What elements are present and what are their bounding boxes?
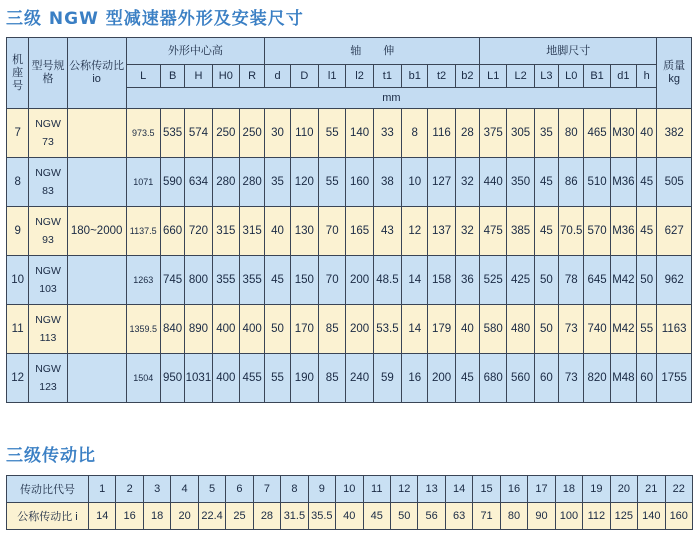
cell-L3: 45	[534, 158, 558, 207]
cell-b2: 32	[455, 207, 479, 256]
cell-model-size: 123	[39, 381, 57, 393]
cell-h: 45	[637, 207, 657, 256]
cell-D: 130	[290, 207, 318, 256]
cell-l2: 240	[346, 354, 373, 403]
cell-b2: 36	[455, 256, 479, 305]
col-L1: L1	[480, 65, 507, 88]
cell-mass: 1755	[657, 354, 692, 403]
cell-L1: 375	[480, 109, 507, 158]
col-t1: t1	[373, 65, 401, 88]
header-model: 型号规格	[29, 38, 67, 109]
ratio-code-cell: 14	[445, 476, 472, 503]
ratio-code-cell: 21	[638, 476, 665, 503]
cell-l1: 55	[319, 109, 346, 158]
cell-l2: 165	[346, 207, 373, 256]
cell-L3: 60	[534, 354, 558, 403]
cell-L: 1504	[126, 354, 160, 403]
cell-l2: 140	[346, 109, 373, 158]
ratio-code-cell: 2	[116, 476, 143, 503]
ratio-value-cell: 16	[116, 503, 143, 530]
cell-model	[29, 109, 67, 158]
ratio-code-cell: 9	[308, 476, 335, 503]
cell-model-size: 103	[39, 283, 57, 295]
cell-L: 1137.5	[126, 207, 160, 256]
cell-model-size: 83	[42, 185, 54, 197]
cell-b1: 14	[402, 256, 428, 305]
cell-h: 40	[637, 109, 657, 158]
cell-B1: 740	[584, 305, 610, 354]
table-row	[7, 109, 692, 158]
cell-L1: 475	[480, 207, 507, 256]
cell-B: 840	[160, 305, 184, 354]
cell-d1: M36	[610, 158, 636, 207]
ratio-code-cell: 6	[226, 476, 253, 503]
cell-mass: 1163	[657, 305, 692, 354]
cell-t1: 43	[373, 207, 401, 256]
header-foot: 地脚尺寸	[480, 38, 657, 65]
cell-H0: 315	[212, 207, 239, 256]
cell-h: 60	[637, 354, 657, 403]
cell-L: 1263	[126, 256, 160, 305]
cell-ratio	[67, 109, 126, 158]
cell-L: 973.5	[126, 109, 160, 158]
ratio-value-cell: 28	[253, 503, 280, 530]
col-H: H	[185, 65, 212, 88]
cell-model-series: NGW	[35, 265, 61, 277]
cell-d: 45	[265, 256, 290, 305]
cell-model-series: NGW	[35, 118, 61, 130]
cell-base-no: 9	[7, 207, 29, 256]
header-outline: 外形中心高	[126, 38, 265, 65]
ratio-code-cell: 12	[390, 476, 417, 503]
cell-t2: 137	[428, 207, 455, 256]
cell-mass: 505	[657, 158, 692, 207]
ratio-value-cell: 14	[89, 503, 116, 530]
ratio-value-cell: 100	[555, 503, 582, 530]
cell-d: 40	[265, 207, 290, 256]
cell-d1: M48	[610, 354, 636, 403]
dimension-table	[6, 37, 692, 403]
cell-L2: 560	[507, 354, 534, 403]
cell-D: 170	[290, 305, 318, 354]
cell-base-no: 7	[7, 109, 29, 158]
ratio-value-cell: 31.5	[281, 503, 308, 530]
header-ratio: 公称传动比 io	[67, 38, 126, 109]
ratio-code-cell: 16	[500, 476, 527, 503]
cell-d: 35	[265, 158, 290, 207]
cell-ratio	[67, 158, 126, 207]
ratio-code-cell: 13	[418, 476, 445, 503]
cell-H0: 250	[212, 109, 239, 158]
cell-L3: 50	[534, 305, 558, 354]
cell-ratio: 180~2000	[67, 207, 126, 256]
col-L0: L0	[559, 65, 584, 88]
ratio-value-cell: 90	[528, 503, 555, 530]
cell-R: 455	[239, 354, 264, 403]
cell-H0: 280	[212, 158, 239, 207]
cell-model-series: NGW	[35, 363, 61, 375]
cell-R: 315	[239, 207, 264, 256]
cell-L2: 480	[507, 305, 534, 354]
table-row	[7, 158, 692, 207]
col-L3: L3	[534, 65, 558, 88]
ratio-value-cell: 56	[418, 503, 445, 530]
cell-model-size: 93	[42, 234, 54, 246]
col-B: B	[160, 65, 184, 88]
cell-R: 400	[239, 305, 264, 354]
cell-t2: 158	[428, 256, 455, 305]
col-D: D	[290, 65, 318, 88]
cell-b2: 40	[455, 305, 479, 354]
header-mass: 质量 kg	[657, 38, 692, 109]
header-shaft: 轴 伸	[265, 38, 480, 65]
cell-model-size: 113	[39, 332, 57, 344]
cell-L2: 305	[507, 109, 534, 158]
ratio-table	[6, 475, 693, 530]
cell-d1: M30	[610, 109, 636, 158]
cell-L0: 73	[559, 354, 584, 403]
ratio-code-cell: 4	[171, 476, 198, 503]
cell-d: 50	[265, 305, 290, 354]
cell-l1: 55	[319, 158, 346, 207]
cell-L1: 680	[480, 354, 507, 403]
cell-D: 150	[290, 256, 318, 305]
cell-L0: 78	[559, 256, 584, 305]
ratio-value-row	[7, 503, 693, 530]
cell-t2: 127	[428, 158, 455, 207]
col-l1: l1	[319, 65, 346, 88]
cell-t1: 53.5	[373, 305, 401, 354]
cell-h: 55	[637, 305, 657, 354]
cell-b1: 8	[402, 109, 428, 158]
cell-ratio	[67, 256, 126, 305]
table-row	[7, 256, 692, 305]
cell-B: 660	[160, 207, 184, 256]
cell-L2: 385	[507, 207, 534, 256]
cell-H: 800	[185, 256, 212, 305]
cell-B1: 510	[584, 158, 610, 207]
ratio-code-cell: 1	[89, 476, 116, 503]
ratio-value-cell: 50	[390, 503, 417, 530]
cell-L0: 86	[559, 158, 584, 207]
ratio-code-cell: 5	[198, 476, 225, 503]
cell-L3: 45	[534, 207, 558, 256]
cell-L0: 73	[559, 305, 584, 354]
cell-l2: 160	[346, 158, 373, 207]
cell-L3: 50	[534, 256, 558, 305]
col-R: R	[239, 65, 264, 88]
cell-B1: 820	[584, 354, 610, 403]
ratio-code-cell: 10	[336, 476, 363, 503]
cell-H0: 355	[212, 256, 239, 305]
cell-base-no: 12	[7, 354, 29, 403]
col-b2: b2	[455, 65, 479, 88]
cell-R: 355	[239, 256, 264, 305]
cell-L1: 440	[480, 158, 507, 207]
cell-l2: 200	[346, 305, 373, 354]
cell-b1: 10	[402, 158, 428, 207]
cell-b2: 28	[455, 109, 479, 158]
table-row	[7, 305, 692, 354]
cell-B: 745	[160, 256, 184, 305]
cell-base-no: 10	[7, 256, 29, 305]
cell-D: 120	[290, 158, 318, 207]
cell-model-series: NGW	[35, 314, 61, 326]
ratio-code-row	[7, 476, 693, 503]
cell-t2: 179	[428, 305, 455, 354]
cell-d1: M36	[610, 207, 636, 256]
col-H0: H0	[212, 65, 239, 88]
cell-H: 574	[185, 109, 212, 158]
cell-model	[29, 305, 67, 354]
cell-L: 1071	[126, 158, 160, 207]
ratio-value-cell: 140	[638, 503, 665, 530]
cell-l1: 70	[319, 256, 346, 305]
col-h: h	[637, 65, 657, 88]
cell-model-size: 73	[42, 136, 54, 148]
cell-H: 1031	[185, 354, 212, 403]
cell-t1: 59	[373, 354, 401, 403]
cell-d: 30	[265, 109, 290, 158]
cell-b1: 16	[402, 354, 428, 403]
ratio-value-label: 公称传动比 i	[7, 503, 89, 530]
ratio-code-cell: 3	[143, 476, 170, 503]
cell-b2: 45	[455, 354, 479, 403]
cell-L1: 525	[480, 256, 507, 305]
cell-R: 280	[239, 158, 264, 207]
ratio-code-label: 传动比代号	[7, 476, 89, 503]
page-title: 三级 NGW 型减速器外形及安装尺寸	[6, 9, 304, 29]
cell-model-series: NGW	[35, 216, 61, 228]
cell-mass: 382	[657, 109, 692, 158]
cell-d1: M42	[610, 256, 636, 305]
cell-L2: 425	[507, 256, 534, 305]
col-B1: B1	[584, 65, 610, 88]
ratio-value-cell: 20	[171, 503, 198, 530]
cell-d: 55	[265, 354, 290, 403]
col-t2: t2	[428, 65, 455, 88]
cell-H: 634	[185, 158, 212, 207]
ratio-code-cell: 7	[253, 476, 280, 503]
cell-R: 250	[239, 109, 264, 158]
cell-t2: 116	[428, 109, 455, 158]
cell-L2: 350	[507, 158, 534, 207]
cell-base-no: 11	[7, 305, 29, 354]
col-L2: L2	[507, 65, 534, 88]
cell-B: 535	[160, 109, 184, 158]
cell-B: 950	[160, 354, 184, 403]
unit-row: mm	[126, 88, 657, 109]
ratio-value-cell: 71	[473, 503, 500, 530]
cell-t1: 33	[373, 109, 401, 158]
ratio-value-cell: 160	[665, 503, 692, 530]
cell-B1: 645	[584, 256, 610, 305]
ratio-value-cell: 45	[363, 503, 390, 530]
col-b1: b1	[402, 65, 428, 88]
cell-B1: 465	[584, 109, 610, 158]
col-L: L	[126, 65, 160, 88]
cell-t1: 48.5	[373, 256, 401, 305]
cell-model	[29, 158, 67, 207]
header-base-no: 机座号	[7, 38, 29, 109]
ratio-code-cell: 19	[583, 476, 610, 503]
cell-mass: 962	[657, 256, 692, 305]
ratio-value-cell: 125	[610, 503, 637, 530]
table-row	[7, 354, 692, 403]
cell-t2: 200	[428, 354, 455, 403]
cell-L3: 35	[534, 109, 558, 158]
cell-L: 1359.5	[126, 305, 160, 354]
ratio-value-cell: 18	[143, 503, 170, 530]
cell-l2: 200	[346, 256, 373, 305]
ratio-code-cell: 15	[473, 476, 500, 503]
ratio-value-cell: 40	[336, 503, 363, 530]
ratio-value-cell: 80	[500, 503, 527, 530]
cell-b1: 12	[402, 207, 428, 256]
ratio-value-cell: 112	[583, 503, 610, 530]
cell-h: 45	[637, 158, 657, 207]
cell-l1: 70	[319, 207, 346, 256]
cell-l1: 85	[319, 354, 346, 403]
col-l2: l2	[346, 65, 373, 88]
cell-t1: 38	[373, 158, 401, 207]
col-d: d	[265, 65, 290, 88]
cell-d1: M42	[610, 305, 636, 354]
cell-H: 720	[185, 207, 212, 256]
cell-L1: 580	[480, 305, 507, 354]
cell-D: 190	[290, 354, 318, 403]
cell-b1: 14	[402, 305, 428, 354]
ratio-value-cell: 25	[226, 503, 253, 530]
cell-L0: 80	[559, 109, 584, 158]
col-d1: d1	[610, 65, 636, 88]
ratio-code-cell: 17	[528, 476, 555, 503]
ratio-code-cell: 18	[555, 476, 582, 503]
cell-L0: 70.5	[559, 207, 584, 256]
ratio-value-cell: 22.4	[198, 503, 225, 530]
cell-l1: 85	[319, 305, 346, 354]
cell-model	[29, 256, 67, 305]
ratio-code-cell: 22	[665, 476, 692, 503]
cell-b2: 32	[455, 158, 479, 207]
cell-B: 590	[160, 158, 184, 207]
table-row	[7, 207, 692, 256]
ratio-code-cell: 20	[610, 476, 637, 503]
cell-ratio	[67, 305, 126, 354]
cell-ratio	[67, 354, 126, 403]
cell-D: 110	[290, 109, 318, 158]
ratio-value-cell: 35.5	[308, 503, 335, 530]
ratio-code-cell: 8	[281, 476, 308, 503]
ratio-title: 三级传动比	[6, 446, 96, 466]
cell-H: 890	[185, 305, 212, 354]
cell-H0: 400	[212, 354, 239, 403]
cell-base-no: 8	[7, 158, 29, 207]
ratio-value-cell: 63	[445, 503, 472, 530]
cell-h: 50	[637, 256, 657, 305]
cell-H0: 400	[212, 305, 239, 354]
cell-model	[29, 207, 67, 256]
cell-model	[29, 354, 67, 403]
cell-mass: 627	[657, 207, 692, 256]
cell-model-series: NGW	[35, 167, 61, 179]
cell-B1: 570	[584, 207, 610, 256]
ratio-code-cell: 11	[363, 476, 390, 503]
